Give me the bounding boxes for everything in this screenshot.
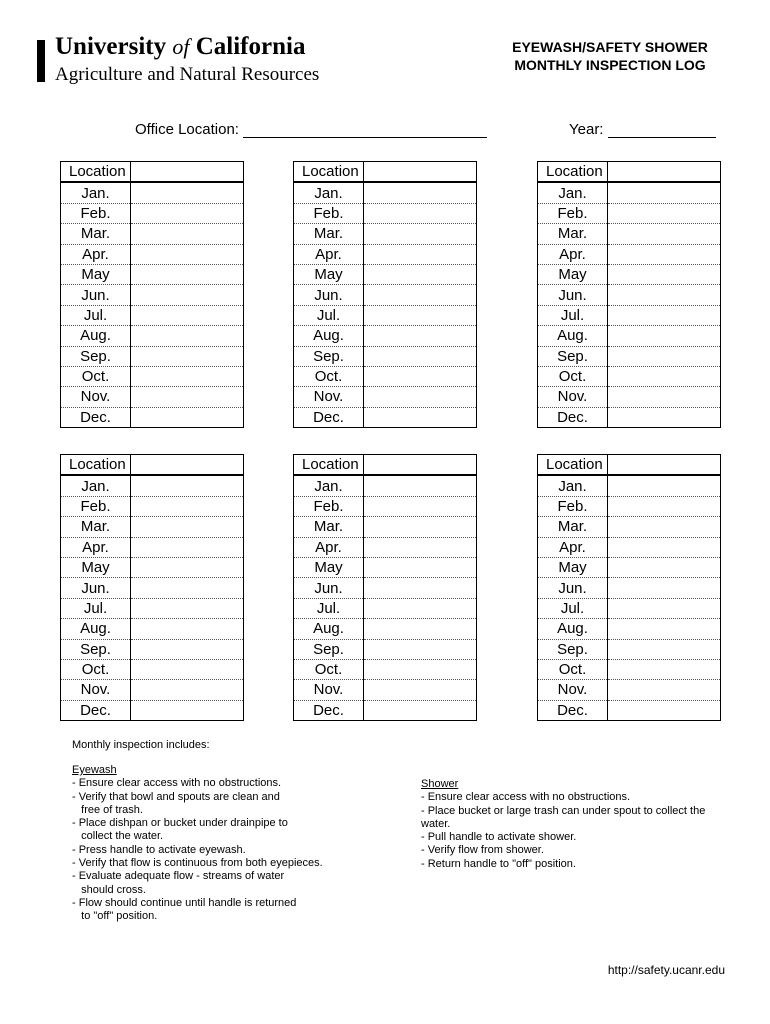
month-label: Dec.	[294, 700, 364, 720]
month-row	[61, 557, 244, 577]
inspection-entry-cell[interactable]	[131, 203, 244, 223]
inspection-entry-cell[interactable]	[131, 475, 244, 496]
inspection-entry-cell[interactable]	[364, 182, 477, 203]
month-row	[61, 517, 244, 537]
note-line: - Verify flow from shower.	[421, 844, 544, 857]
inspection-entry-cell[interactable]	[364, 326, 477, 346]
note-line: - Place bucket or large trash can under spout to collect the	[421, 804, 706, 817]
note-line: - Verify that flow is continuous from both eyepieces.	[72, 857, 323, 870]
month-row	[61, 182, 244, 203]
month-label: May	[538, 264, 608, 284]
month-row	[538, 619, 721, 639]
month-row	[61, 680, 244, 700]
month-label: Jun.	[538, 578, 608, 598]
month-row	[538, 598, 721, 618]
month-row	[61, 366, 244, 386]
month-label: Mar.	[294, 517, 364, 537]
inspection-entry-cell[interactable]	[131, 496, 244, 516]
month-label: Sep.	[294, 346, 364, 366]
inspection-entry-cell[interactable]	[608, 407, 721, 427]
note-line: - Ensure clear access with no obstructions.	[421, 791, 631, 804]
inspection-entry-cell[interactable]	[131, 680, 244, 700]
month-row	[538, 557, 721, 577]
notes-intro: Monthly inspection includes:	[72, 739, 210, 751]
inspection-entry-cell[interactable]	[364, 619, 477, 639]
inspection-entry-cell[interactable]	[131, 407, 244, 427]
month-label: Nov.	[294, 387, 364, 407]
month-label: Feb.	[61, 496, 131, 516]
month-row	[294, 407, 477, 427]
logo-university-of-california: University of California	[55, 33, 306, 60]
month-row	[61, 224, 244, 244]
location-label: Location	[294, 162, 364, 183]
note-line: - Evaluate adequate flow - streams of water	[72, 870, 285, 883]
inspection-entry-cell[interactable]	[608, 224, 721, 244]
month-row	[61, 326, 244, 346]
inspection-entry-cell[interactable]	[131, 537, 244, 557]
month-label: Oct.	[294, 659, 364, 679]
inspection-entry-cell[interactable]	[608, 639, 721, 659]
month-row	[294, 182, 477, 203]
month-label: Apr.	[294, 244, 364, 264]
log-header-row	[538, 162, 721, 183]
inspection-entry-cell[interactable]	[608, 305, 721, 325]
month-row	[294, 305, 477, 325]
month-label: May	[294, 557, 364, 577]
month-row	[61, 346, 244, 366]
inspection-entry-cell[interactable]	[131, 264, 244, 284]
inspection-entry-cell[interactable]	[608, 326, 721, 346]
month-row	[538, 305, 721, 325]
inspection-entry-cell[interactable]	[608, 264, 721, 284]
month-row	[294, 285, 477, 305]
logo-subtitle: Agriculture and Natural Resources	[55, 64, 320, 85]
month-label: Jun.	[294, 578, 364, 598]
month-row	[294, 264, 477, 284]
inspection-entry-cell[interactable]	[608, 578, 721, 598]
month-label: Oct.	[538, 659, 608, 679]
month-label: Dec.	[538, 700, 608, 720]
month-label: Jun.	[538, 285, 608, 305]
month-row	[538, 182, 721, 203]
inspection-entry-cell[interactable]	[131, 517, 244, 537]
month-label: Oct.	[61, 366, 131, 386]
note-line: - Ensure clear access with no obstructions.	[72, 777, 282, 790]
inspection-log-table	[60, 161, 244, 428]
note-line: collect the water.	[72, 830, 164, 843]
inspection-entry-cell[interactable]	[131, 182, 244, 203]
inspection-entry-cell[interactable]	[608, 659, 721, 679]
inspection-entry-cell[interactable]	[131, 639, 244, 659]
month-label: Mar.	[538, 517, 608, 537]
inspection-entry-cell[interactable]	[364, 578, 477, 598]
month-label: Aug.	[294, 326, 364, 346]
month-row	[61, 619, 244, 639]
month-label: Nov.	[61, 387, 131, 407]
location-entry-cell[interactable]	[131, 455, 244, 476]
month-label: Sep.	[294, 639, 364, 659]
month-row	[294, 537, 477, 557]
document-title: EYEWASH/SAFETY SHOWER MONTHLY INSPECTION LOG	[512, 39, 708, 73]
month-label: Jul.	[61, 305, 131, 325]
inspection-entry-cell[interactable]	[364, 285, 477, 305]
inspection-entry-cell[interactable]	[131, 285, 244, 305]
month-row	[538, 496, 721, 516]
note-line: water.	[421, 817, 451, 830]
inspection-entry-cell[interactable]	[131, 326, 244, 346]
eyewash-list	[72, 777, 372, 923]
inspection-entry-cell[interactable]	[131, 578, 244, 598]
month-row	[294, 598, 477, 618]
inspection-log-table	[60, 454, 244, 721]
inspection-log-table	[537, 454, 721, 721]
inspection-entry-cell[interactable]	[364, 496, 477, 516]
month-row	[538, 537, 721, 557]
inspection-entry-cell[interactable]	[364, 224, 477, 244]
location-entry-cell[interactable]	[364, 162, 477, 183]
month-row	[294, 475, 477, 496]
inspection-entry-cell[interactable]	[608, 182, 721, 203]
inspection-entry-cell[interactable]	[364, 475, 477, 496]
inspection-entry-cell[interactable]	[364, 346, 477, 366]
inspection-entry-cell[interactable]	[608, 285, 721, 305]
month-row	[294, 346, 477, 366]
inspection-entry-cell[interactable]	[364, 680, 477, 700]
inspection-entry-cell[interactable]	[131, 557, 244, 577]
month-row	[61, 387, 244, 407]
inspection-entry-cell[interactable]	[131, 224, 244, 244]
month-label: Apr.	[61, 244, 131, 264]
month-row	[538, 578, 721, 598]
month-label: Jan.	[538, 182, 608, 203]
inspection-entry-cell[interactable]	[608, 598, 721, 618]
inspection-entry-cell[interactable]	[364, 598, 477, 618]
month-label: Jan.	[294, 475, 364, 496]
month-row	[61, 639, 244, 659]
month-label: Aug.	[294, 619, 364, 639]
log-header-row	[538, 455, 721, 476]
inspection-entry-cell[interactable]	[364, 203, 477, 223]
month-label: Feb.	[61, 203, 131, 223]
month-row	[538, 387, 721, 407]
month-label: Jun.	[61, 285, 131, 305]
inspection-entry-cell[interactable]	[364, 700, 477, 720]
inspection-log-table	[537, 161, 721, 428]
month-label: Feb.	[294, 496, 364, 516]
month-row	[538, 407, 721, 427]
month-label: Sep.	[538, 346, 608, 366]
inspection-entry-cell[interactable]	[131, 366, 244, 386]
note-line: - Flow should continue until handle is returned	[72, 896, 297, 909]
month-row	[538, 326, 721, 346]
month-label: Jul.	[294, 305, 364, 325]
inspection-entry-cell[interactable]	[364, 639, 477, 659]
month-row	[294, 700, 477, 720]
month-label: Jul.	[294, 598, 364, 618]
eyewash-heading: Eyewash	[72, 764, 117, 776]
month-row	[61, 305, 244, 325]
inspection-entry-cell[interactable]	[608, 203, 721, 223]
month-label: Nov.	[538, 387, 608, 407]
note-line: - Pull handle to activate shower.	[421, 831, 577, 844]
month-row	[294, 496, 477, 516]
note-line: - Verify that bowl and spouts are clean and	[72, 790, 280, 803]
month-label: Jul.	[61, 598, 131, 618]
month-label: Jan.	[61, 475, 131, 496]
inspection-entry-cell[interactable]	[608, 517, 721, 537]
office-location-label: Office Location:	[135, 121, 239, 138]
inspection-entry-cell[interactable]	[608, 366, 721, 386]
month-row	[538, 346, 721, 366]
inspection-entry-cell[interactable]	[608, 496, 721, 516]
month-label: Apr.	[61, 537, 131, 557]
month-label: Apr.	[538, 537, 608, 557]
inspection-entry-cell[interactable]	[131, 619, 244, 639]
month-row	[294, 387, 477, 407]
inspection-entry-cell[interactable]	[364, 305, 477, 325]
inspection-entry-cell[interactable]	[364, 407, 477, 427]
month-label: Jul.	[538, 598, 608, 618]
inspection-entry-cell[interactable]	[608, 619, 721, 639]
location-entry-cell[interactable]	[131, 162, 244, 183]
note-line: should cross.	[72, 883, 146, 896]
month-label: May	[294, 264, 364, 284]
location-entry-cell[interactable]	[608, 162, 721, 183]
month-label: Nov.	[538, 680, 608, 700]
month-label: Dec.	[61, 700, 131, 720]
month-row	[61, 203, 244, 223]
month-label: Sep.	[61, 346, 131, 366]
month-row	[61, 496, 244, 516]
month-label: Jul.	[538, 305, 608, 325]
month-label: Feb.	[538, 496, 608, 516]
inspection-entry-cell[interactable]	[131, 598, 244, 618]
inspection-entry-cell[interactable]	[364, 387, 477, 407]
month-row	[61, 264, 244, 284]
location-entry-cell[interactable]	[608, 455, 721, 476]
inspection-entry-cell[interactable]	[364, 366, 477, 386]
year-label: Year:	[569, 121, 604, 138]
month-row	[538, 680, 721, 700]
month-row	[61, 537, 244, 557]
month-label: Oct.	[538, 366, 608, 386]
month-row	[538, 639, 721, 659]
month-label: Mar.	[61, 224, 131, 244]
office-location-field	[135, 120, 487, 138]
location-label: Location	[61, 162, 131, 183]
month-label: Aug.	[61, 619, 131, 639]
month-label: Oct.	[61, 659, 131, 679]
note-line: - Return handle to "off" position.	[421, 857, 576, 870]
note-line: to "off" position.	[72, 910, 158, 923]
month-row	[294, 659, 477, 679]
month-row	[538, 659, 721, 679]
location-entry-cell[interactable]	[364, 455, 477, 476]
month-row	[294, 244, 477, 264]
month-row	[294, 578, 477, 598]
inspection-entry-cell[interactable]	[608, 475, 721, 496]
month-row	[294, 639, 477, 659]
month-label: Aug.	[538, 619, 608, 639]
month-row	[538, 285, 721, 305]
month-row	[538, 366, 721, 386]
footer-url[interactable]: http://safety.ucanr.edu	[607, 963, 725, 977]
inspection-entry-cell[interactable]	[364, 557, 477, 577]
shower-list	[421, 791, 731, 871]
month-row	[294, 517, 477, 537]
inspection-entry-cell[interactable]	[364, 659, 477, 679]
inspection-entry-cell[interactable]	[608, 557, 721, 577]
month-row	[538, 475, 721, 496]
inspection-entry-cell[interactable]	[608, 680, 721, 700]
month-label: Jun.	[61, 578, 131, 598]
month-row	[61, 700, 244, 720]
office-location-input-line[interactable]	[243, 120, 487, 138]
note-line: - Place dishpan or bucket under drainpipe to	[72, 817, 288, 830]
shower-notes	[421, 778, 731, 871]
year-input-line[interactable]	[608, 120, 716, 138]
month-label: Mar.	[61, 517, 131, 537]
inspection-entry-cell[interactable]	[364, 244, 477, 264]
month-label: Dec.	[61, 407, 131, 427]
month-label: Aug.	[61, 326, 131, 346]
inspection-entry-cell[interactable]	[364, 517, 477, 537]
inspection-entry-cell[interactable]	[364, 537, 477, 557]
month-row	[61, 598, 244, 618]
month-row	[61, 659, 244, 679]
month-label: May	[538, 557, 608, 577]
month-label: Jun.	[294, 285, 364, 305]
location-label: Location	[538, 162, 608, 183]
location-label: Location	[538, 455, 608, 476]
month-label: Sep.	[61, 639, 131, 659]
month-row	[61, 244, 244, 264]
log-header-row	[61, 455, 244, 476]
month-label: Jan.	[61, 182, 131, 203]
inspection-entry-cell[interactable]	[608, 346, 721, 366]
note-line: free of trash.	[72, 803, 143, 816]
note-line: - Press handle to activate eyewash.	[72, 843, 246, 856]
month-row	[294, 619, 477, 639]
inspection-log-table	[293, 161, 477, 428]
inspection-entry-cell[interactable]	[131, 346, 244, 366]
month-row	[294, 203, 477, 223]
shower-heading: Shower	[421, 778, 459, 790]
month-row	[294, 366, 477, 386]
month-row	[294, 680, 477, 700]
month-label: May	[61, 557, 131, 577]
inspection-entry-cell[interactable]	[608, 244, 721, 264]
month-label: Feb.	[294, 203, 364, 223]
log-header-row	[294, 455, 477, 476]
inspection-entry-cell[interactable]	[364, 264, 477, 284]
log-header-row	[294, 162, 477, 183]
location-label: Location	[61, 455, 131, 476]
month-row	[294, 224, 477, 244]
inspection-log-table	[293, 454, 477, 721]
month-label: Dec.	[294, 407, 364, 427]
month-label: Oct.	[294, 366, 364, 386]
month-row	[538, 264, 721, 284]
inspection-entry-cell[interactable]	[131, 305, 244, 325]
month-label: Feb.	[538, 203, 608, 223]
inspection-entry-cell[interactable]	[608, 387, 721, 407]
month-label: Nov.	[294, 680, 364, 700]
location-label: Location	[294, 455, 364, 476]
month-label: Aug.	[538, 326, 608, 346]
inspection-entry-cell[interactable]	[608, 700, 721, 720]
month-row	[538, 700, 721, 720]
month-row	[61, 407, 244, 427]
month-row	[61, 285, 244, 305]
month-row	[294, 557, 477, 577]
month-label: Sep.	[538, 639, 608, 659]
month-row	[538, 224, 721, 244]
logo-bar	[37, 40, 45, 82]
eyewash-notes	[72, 764, 372, 924]
month-label: Jan.	[538, 475, 608, 496]
inspection-entry-cell[interactable]	[608, 537, 721, 557]
inspection-entry-cell[interactable]	[131, 700, 244, 720]
month-label: Nov.	[61, 680, 131, 700]
month-label: Apr.	[294, 537, 364, 557]
month-label: Mar.	[294, 224, 364, 244]
month-row	[538, 203, 721, 223]
month-label: Mar.	[538, 224, 608, 244]
inspection-entry-cell[interactable]	[131, 244, 244, 264]
log-header-row	[61, 162, 244, 183]
month-row	[61, 578, 244, 598]
month-row	[61, 475, 244, 496]
month-row	[538, 244, 721, 264]
inspection-entry-cell[interactable]	[131, 659, 244, 679]
inspection-entry-cell[interactable]	[131, 387, 244, 407]
month-label: Jan.	[294, 182, 364, 203]
month-row	[538, 517, 721, 537]
month-label: Dec.	[538, 407, 608, 427]
month-label: May	[61, 264, 131, 284]
month-label: Apr.	[538, 244, 608, 264]
year-field	[569, 120, 716, 138]
month-row	[294, 326, 477, 346]
